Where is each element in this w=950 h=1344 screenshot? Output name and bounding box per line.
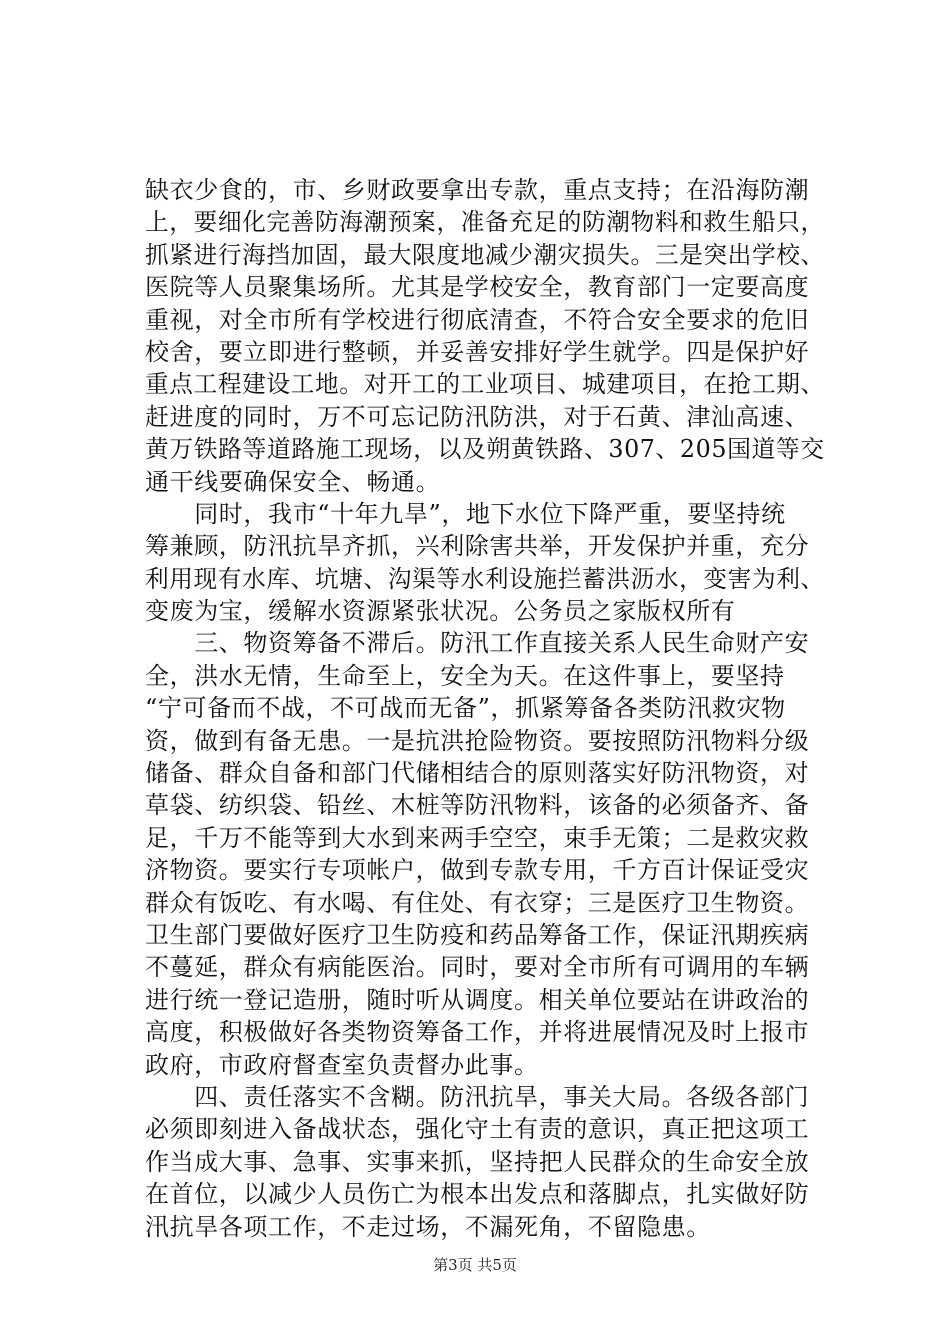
text-line: 上，要细化完善防海潮预案，准备充足的防潮物料和救生船只， (145, 208, 825, 237)
text-line: 汛抗旱各项工作，不走过场，不漏死角，不留隐患。 (145, 1212, 711, 1241)
text-line: 医院等人员聚集场所。尤其是学校安全，教育部门一定要高度 (145, 273, 810, 302)
text-line: 通干线要确保安全、畅通。 (145, 467, 441, 496)
text-line: 利用现有水库、坑塘、沟渠等水利设施拦蓄洪沥水，变害为利、 (145, 564, 825, 593)
text-line: 校舍，要立即进行整顿，并妥善安排好学生就学。四是保护好 (145, 337, 810, 366)
text-line: 卫生部门要做好医疗卫生防疫和药品筹备工作，保证汛期疾病 (145, 920, 810, 949)
text-line: “宁可备而不战，不可战而无备”，抓紧筹备各类防汛救灾物 (145, 694, 786, 723)
page-footer: 第3页 共5页 (433, 1256, 517, 1274)
text-line: 抓紧进行海挡加固，最大限度地减少潮灾损失。三是突出学校、 (145, 240, 825, 269)
text-line: 全，洪水无情，生命至上，安全为天。在这件事上，要坚持 (145, 661, 785, 690)
text-line: 不蔓延，群众有病能医治。同时，要对全市所有可调用的车辆 (145, 953, 810, 982)
text-line: 必须即刻进入备战状态，强化守土有责的意识，真正把这项工 (145, 1115, 810, 1144)
text-line: 赶进度的同时，万不可忘记防汛防洪，对于石黄、津汕高速、 (145, 402, 810, 431)
text-line: 在首位，以减少人员伤亡为根本出发点和落脚点，扎实做好防 (145, 1180, 810, 1209)
text-line: 筹兼顾，防汛抗旱齐抓，兴利除害共举，开发保护并重，充分 (145, 532, 810, 561)
text-line: 作当成大事、急事、实事来抓，坚持把人民群众的生命安全放 (145, 1147, 810, 1176)
text-line: 资，做到有备无患。一是抗洪抢险物资。要按照防汛物料分级 (145, 726, 810, 755)
paragraph (145, 174, 825, 498)
paragraph (145, 1081, 825, 1243)
text-line: 缺衣少食的，市、乡财政要拿出专款，重点支持；在沿海防潮 (145, 176, 810, 204)
text-line: 三、物资筹备不滞后。防汛工作直接关系人民生命财产安 (145, 629, 810, 658)
text-line: 进行统一登记造册，随时听从调度。相关单位要站在讲政治的 (145, 985, 810, 1014)
text-line: 群众有饭吃、有水喝、有住处、有衣穿；三是医疗卫生物资。 (145, 888, 810, 917)
paragraph (145, 498, 825, 628)
text-line: 变废为宝，缓解水资源紧张状况。公务员之家版权所有 (145, 597, 736, 626)
text-line: 黄万铁路等道路施工现场，以及朔黄铁路、307、205国道等交 (145, 435, 825, 464)
text-line: 高度，积极做好各类物资筹备工作，并将进展情况及时上报市 (145, 1018, 810, 1047)
text-line: 同时，我市“十年九旱”，地下水位下降严重，要坚持统 (145, 499, 786, 528)
text-line: 足，千万不能等到大水到来两手空空，束手无策；二是救灾救 (145, 823, 810, 852)
text-line: 济物资。要实行专项帐户，做到专款专用，千方百计保证受灾 (145, 856, 810, 885)
paragraph (145, 627, 825, 1080)
text-line: 政府，市政府督查室负责督办此事。 (145, 1050, 539, 1079)
text-line: 四、责任落实不含糊。防汛抗旱，事关大局。各级各部门 (145, 1082, 810, 1111)
text-line: 重视，对全市所有学校进行彻底清查，不符合安全要求的危旧 (145, 305, 810, 334)
text-line: 草袋、纺织袋、铅丝、木桩等防汛物料，该备的必须备齐、备 (145, 791, 810, 820)
text-line: 重点工程建设工地。对开工的工业项目、城建项目，在抢工期、 (145, 370, 825, 399)
text-line: 储备、群众自备和部门代储相结合的原则落实好防汛物资，对 (145, 759, 810, 788)
document-body (145, 174, 825, 1243)
